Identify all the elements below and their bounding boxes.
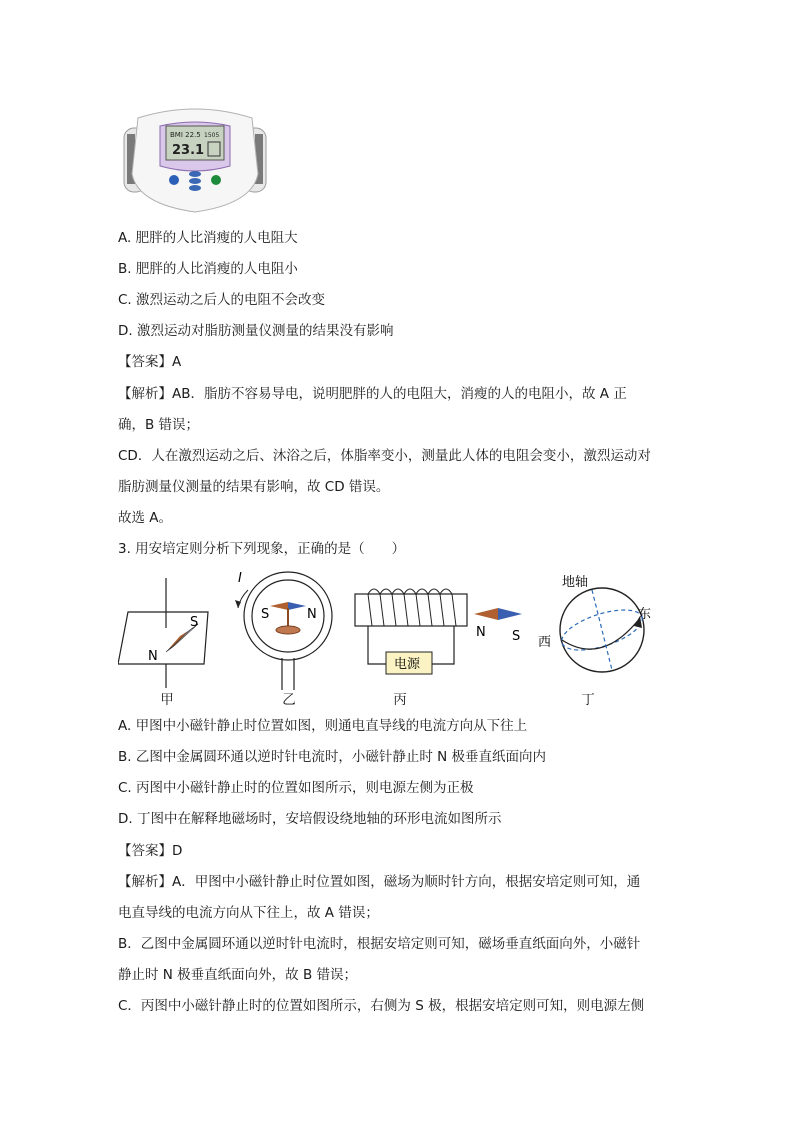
q3-analysis-line-4: 静止时 N 极垂直纸面向外，故 B 错误； [118, 967, 358, 983]
ding-caption: 丁 [581, 692, 595, 708]
ding-east-label: 东 [638, 607, 652, 622]
yi-caption: 乙 [282, 692, 296, 708]
figure-bing [350, 586, 530, 686]
q3-analysis-line-3: B．乙图中金属圆环通以逆时针电流时，根据安培定则可知，磁场垂直纸面向外，小磁针 [118, 936, 641, 952]
q3-analysis-line-5: C．丙图中小磁针静止时的位置如图所示，右侧为 S 极，根据安培定则可知，则电源左侧 [118, 998, 645, 1014]
q2-analysis-line-4: 脂肪测量仪测量的结果有影响，故 CD 错误。 [118, 479, 390, 495]
yi-s-label: S [261, 607, 270, 622]
figure-jia [118, 572, 218, 692]
body-fat-meter-image [120, 104, 270, 216]
jia-caption: 甲 [160, 692, 174, 708]
q3-option-d: D. 丁图中在解释地磁场时，安培假设绕地轴的环形电流如图所示 [118, 811, 502, 827]
q2-option-c: C. 激烈运动之后人的电阻不会改变 [118, 292, 326, 308]
q2-answer: 【答案】A [118, 354, 182, 370]
q3-answer: 【答案】D [118, 843, 183, 859]
yi-current-label: I [238, 571, 242, 586]
q3-option-b: B. 乙图中金属圆环通以逆时针电流时，小磁针静止时 N 极垂直纸面向内 [118, 749, 547, 765]
q2-analysis-line-3: CD．人在激烈运动之后、沐浴之后，体脂率变小，测量此人体的电阻会变小，激烈运动对 [118, 448, 651, 464]
q2-option-b: B. 肥胖的人比消瘦的人电阻小 [118, 261, 298, 277]
lcd-bmi: BMI 22.5 [170, 131, 201, 139]
q2-analysis-line-1: 【解析】AB．脂肪不容易导电，说明肥胖的人的电阻大，消瘦的人的电阻小，故 A 正 [118, 386, 627, 402]
q3-analysis-line-2: 电直导线的电流方向从下往上，故 A 错误； [118, 905, 379, 921]
yi-n-label: N [307, 607, 317, 622]
figure-yi [228, 568, 338, 692]
bing-n-label: N [476, 625, 486, 640]
bing-caption: 丙 [393, 692, 407, 708]
jia-s-label: S [190, 615, 199, 630]
lcd-small: 1505 [204, 132, 220, 139]
q2-analysis-line-5: 故选 A。 [118, 510, 173, 526]
q2-option-a: A. 肥胖的人比消瘦的人电阻大 [118, 230, 298, 246]
ding-west-label: 西 [538, 635, 552, 650]
q3-stem: 3. 用安培定则分析下列现象，正确的是（ ） [118, 541, 406, 557]
q3-option-c: C. 丙图中小磁针静止时的位置如图所示，则电源左侧为正极 [118, 780, 474, 796]
jia-n-label: N [148, 649, 158, 664]
figure-ding [536, 570, 666, 674]
q3-option-a: A. 甲图中小磁针静止时位置如图，则通电直导线的电流方向从下往上 [118, 718, 528, 734]
lcd-main: 23.1 [172, 143, 205, 158]
q3-analysis-line-1: 【解析】A．甲图中小磁针静止时位置如图，磁场为顺时针方向，根据安培定则可知，通 [118, 874, 641, 890]
q2-option-d: D. 激烈运动对脂肪测量仪测量的结果没有影响 [118, 323, 394, 339]
bing-s-label: S [512, 629, 521, 644]
ding-axis-label: 地轴 [562, 575, 589, 590]
q2-analysis-line-2: 确，B 错误； [118, 417, 200, 433]
bing-source-label: 电源 [394, 657, 421, 672]
